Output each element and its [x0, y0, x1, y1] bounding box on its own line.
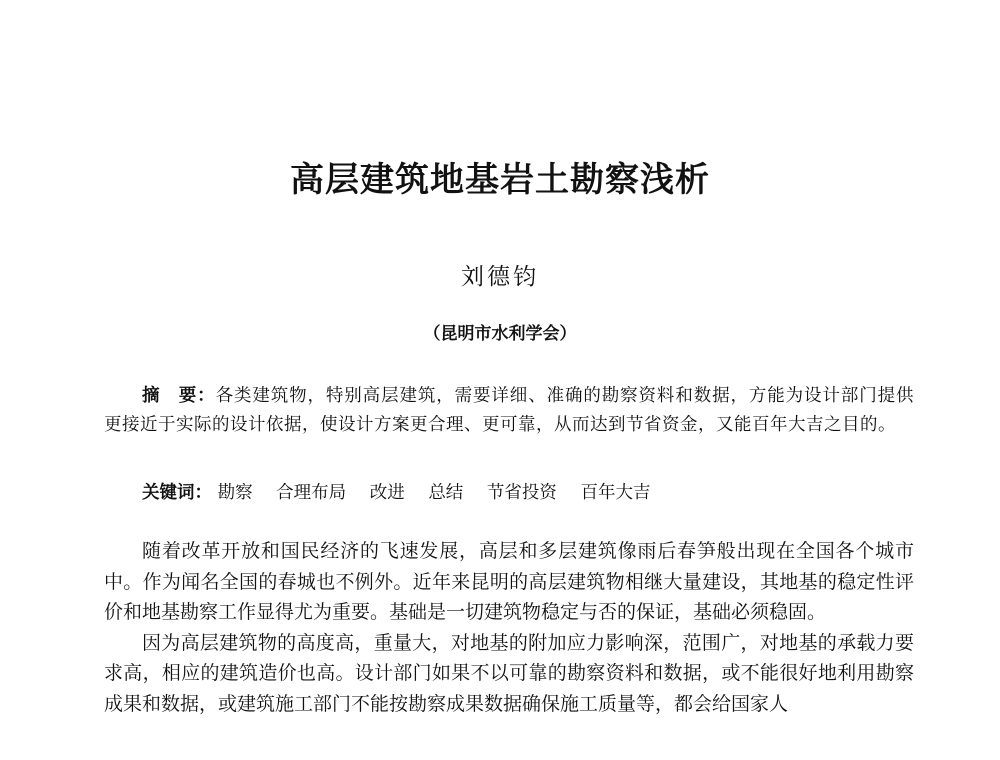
keywords-block — [142, 479, 912, 508]
keyword-item: 百年大吉 — [580, 483, 651, 503]
keyword-item: 改进 — [369, 483, 405, 503]
keyword-item: 总结 — [428, 483, 464, 503]
abstract-text: 各类建筑物，特别高层建筑，需要详细、准确的勘察资料和数据，方能为设计部门提供更接近于实际的设计依据，使设计方案更合理、更可靠，从而达到节省资金，又能百年大吉之目的。 — [104, 386, 914, 435]
keywords-label: 关键词： — [142, 483, 212, 503]
paper-author: 刘德钧 — [461, 264, 539, 290]
keyword-item: 节省投资 — [486, 483, 557, 503]
abstract-block — [104, 382, 914, 440]
paper-title: 高层建筑地基岩土勘察浅析 — [290, 160, 710, 200]
body-paragraph: 因为高层建筑物的高度高，重量大，对地基的附加应力影响深，范围广，对地基的承载力要求高，相应的建筑造价也高。设计部门如果不以可靠的勘察资料和数据，或不能很好地利用勘察成果和数据，或建筑施工部门不能按勘察成果数据确保施工质量等，都会给国家人 — [104, 631, 914, 715]
paper-affiliation: （昆明市水利学会） — [423, 324, 577, 344]
body-text — [104, 536, 914, 719]
keyword-item: 勘察 — [217, 483, 253, 503]
keyword-item: 合理布局 — [276, 483, 347, 503]
body-paragraph: 随着改革开放和国民经济的飞速发展，高层和多层建筑像雨后春笋般出现在全国各个城市中。作为闻名全国的春城也不例外。近年来昆明的高层建筑物相继大量建设，其地基的稳定性评价和地基勘察工作显得尤为重要。基础是一切建筑物稳定与否的保证，基础必须稳固。 — [104, 540, 914, 623]
abstract-label: 摘 要： — [142, 386, 216, 406]
